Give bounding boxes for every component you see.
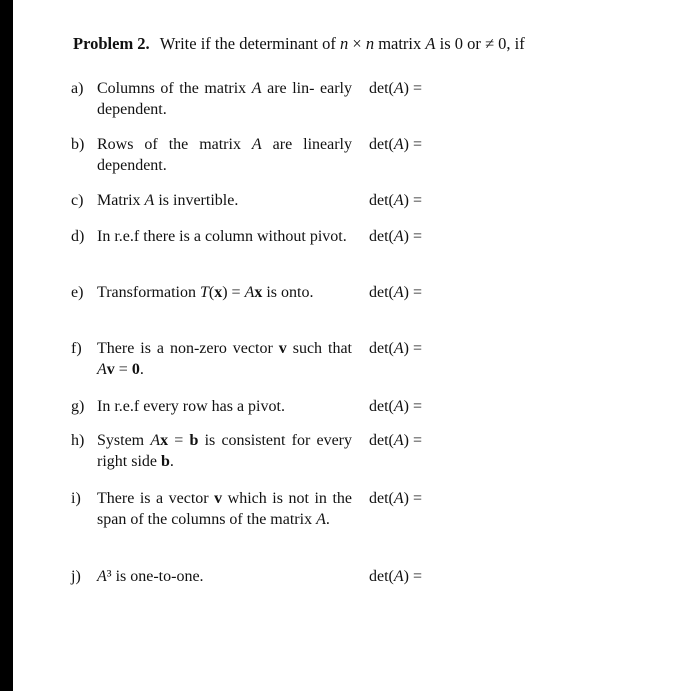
item-statement: There is a vector v which is not in the span of the columns of the matrix A. (97, 490, 352, 528)
item-label: j) (71, 568, 81, 585)
item-label: h) (71, 432, 85, 449)
item-statement: Rows of the matrix A are linearly dependent. (97, 136, 352, 174)
item-statement: Columns of the matrix A are lin- early dependent. (97, 80, 352, 118)
item-statement: Matrix A is invertible. (97, 192, 239, 209)
item-label: a) (71, 80, 84, 97)
det-answer-field: det(A) = (369, 340, 423, 357)
item-label: b) (71, 136, 85, 153)
item-statement: In r.e.f there is a column without pivot. (97, 228, 347, 245)
item-label: d) (71, 228, 85, 245)
item-statement: A³ is one-to-one. (97, 568, 204, 585)
problem-label: Problem 2. (73, 34, 150, 53)
document-page (13, 0, 700, 691)
det-answer-field: det(A) = (369, 432, 423, 449)
det-answer-field: det(A) = (369, 398, 423, 415)
item-label: f) (71, 340, 82, 357)
item-label: i) (71, 490, 81, 507)
item-statement: Transformation T(x) = Ax is onto. (97, 284, 314, 301)
det-answer-field: det(A) = (369, 228, 423, 245)
det-answer-field: det(A) = (369, 568, 423, 585)
item-statement: In r.e.f every row has a pivot. (97, 398, 285, 415)
det-answer-field: det(A) = (369, 284, 423, 301)
item-statement: There is a non-zero vector v such that Av = 0. (97, 340, 352, 378)
det-answer-field: det(A) = (369, 490, 423, 507)
det-answer-field: det(A) = (369, 192, 423, 209)
item-label: e) (71, 284, 84, 301)
item-label: c) (71, 192, 84, 209)
det-answer-field: det(A) = (369, 136, 423, 153)
item-statement: System Ax = b is consistent for every right side b. (97, 432, 352, 470)
item-label: g) (71, 398, 85, 415)
problem-heading: Problem 2. Write if the determinant of n × n matrix A is 0 or ≠ 0, if (73, 34, 525, 53)
det-answer-field: det(A) = (369, 80, 423, 97)
